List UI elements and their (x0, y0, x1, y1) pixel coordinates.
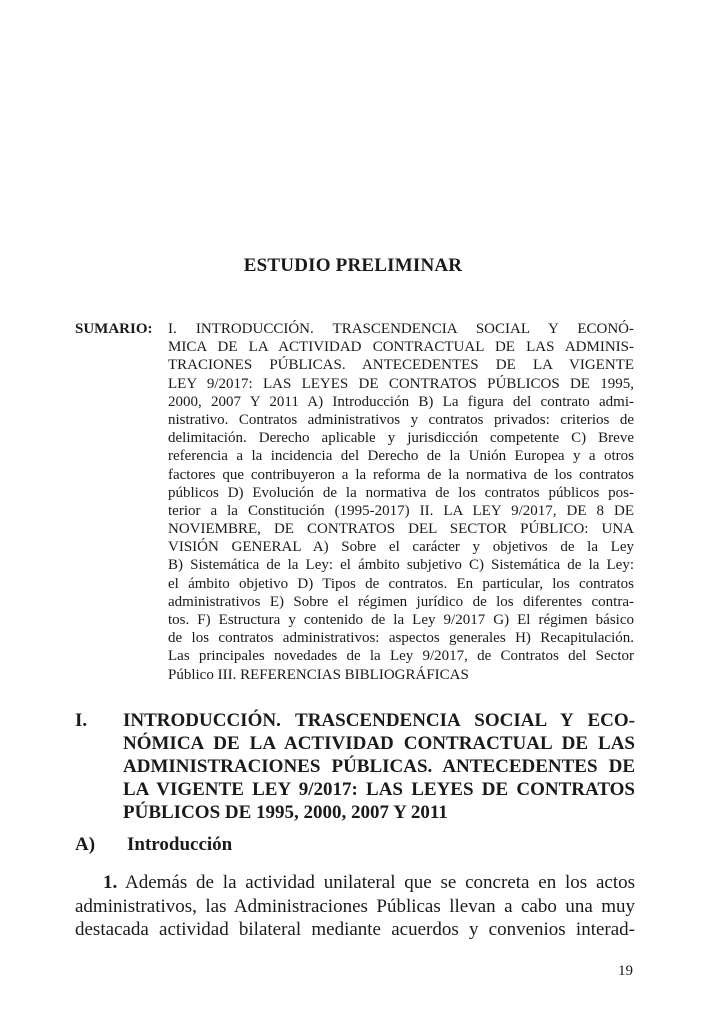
summary-line: TRACIONES PÚBLICAS. ANTECEDENTES DE LA VIGENTE (168, 357, 634, 374)
paragraph-first-line-text: Además de la actividad unilateral que se concreta en los actos (117, 872, 635, 893)
summary-line: de los contratos administrativos: aspectos generales H) Recapitulación. (168, 630, 634, 647)
summary-line: nistrativo. Contratos administrativos y contratos privados: criterios de (168, 411, 634, 428)
summary-line: I. INTRODUCCIÓN. TRASCENDENCIA SOCIAL Y ECONÓ- (168, 321, 634, 337)
summary-label: SUMARIO: (75, 321, 153, 337)
page-number: 19 (618, 963, 633, 979)
summary-line: referencia a la incidencia del Derecho de la Unión Europea y a otros (168, 448, 634, 465)
subsection-letter: A) (75, 834, 96, 855)
summary-line: administrativos E) Sobre el régimen jurídico de los diferentes contra- (168, 593, 634, 610)
section-title-line: LA VIGENTE LEY 9/2017: LAS LEYES DE CONTRATOS (123, 779, 635, 800)
summary-text (168, 320, 634, 684)
summary-line: NOVIEMBRE, DE CONTRATOS DEL SECTOR PÚBLICO: UNA (168, 521, 634, 538)
summary-line: LEY 9/2017: LAS LEYES DE CONTRATOS PÚBLICOS DE 1995, (168, 375, 634, 392)
page-title: ESTUDIO PRELIMINAR (243, 255, 463, 276)
summary-line: el ámbito objetivo D) Tipos de contratos. En particular, los contratos (168, 575, 634, 592)
paragraph-first-line (75, 871, 635, 895)
section-title-line: PÚBLICOS DE 1995, 2000, 2007 Y 2011 (123, 802, 448, 823)
section-title-line: INTRODUCCIÓN. TRASCENDENCIA SOCIAL Y ECO- (123, 710, 635, 731)
summary-line: B) Sistemática de la Ley: el ámbito subjetivo C) Sistemática de la Ley: (168, 557, 634, 574)
summary-line: públicos D) Evolución de la normativa de los contratos públicos pos- (168, 484, 634, 501)
summary-line: 2000, 2007 Y 2011 A) Introducción B) La figura del contrato admi- (168, 393, 634, 410)
section-title-line: NÓMICA DE LA ACTIVIDAD CONTRACTUAL DE LAS (123, 733, 635, 754)
subsection-title: Introducción (127, 834, 233, 855)
summary-line: tos. F) Estructura y contenido de la Ley 9/2017 G) El régimen básico (168, 612, 634, 628)
paragraph-line: destacada actividad bilateral mediante acuerdos y convenios interad- (75, 919, 635, 940)
summary-line: MICA DE LA ACTIVIDAD CONTRACTUAL DE LAS ADMINIS- (168, 339, 634, 356)
paragraph-number: 1. (103, 872, 118, 893)
body-paragraph (75, 871, 635, 942)
summary-line: Las principales novedades de la Ley 9/2017, de Contratos del Sector (168, 648, 634, 665)
section-title (123, 709, 635, 824)
summary-line: delimitación. Derecho aplicable y jurisdicción competente C) Breve (168, 430, 634, 447)
section-number: I. (75, 710, 88, 731)
subsection-heading (75, 833, 232, 857)
paragraph-line: administrativos, las Administraciones Públicas llevan a cabo una muy (75, 895, 635, 917)
summary-line: Público III. REFERENCIAS BIBLIOGRÁFICAS (168, 666, 469, 683)
summary-line: factores que contribuyeron a la reforma de la normativa de los contratos (168, 466, 634, 483)
section-title-line: ADMINISTRACIONES PÚBLICAS. ANTECEDENTES DE (123, 756, 635, 777)
summary-line: terior a la Constitución (1995-2017) II. LA LEY 9/2017, DE 8 DE (168, 502, 634, 519)
summary-line: VISIÓN GENERAL A) Sobre el carácter y objetivos de la Ley (168, 539, 634, 556)
